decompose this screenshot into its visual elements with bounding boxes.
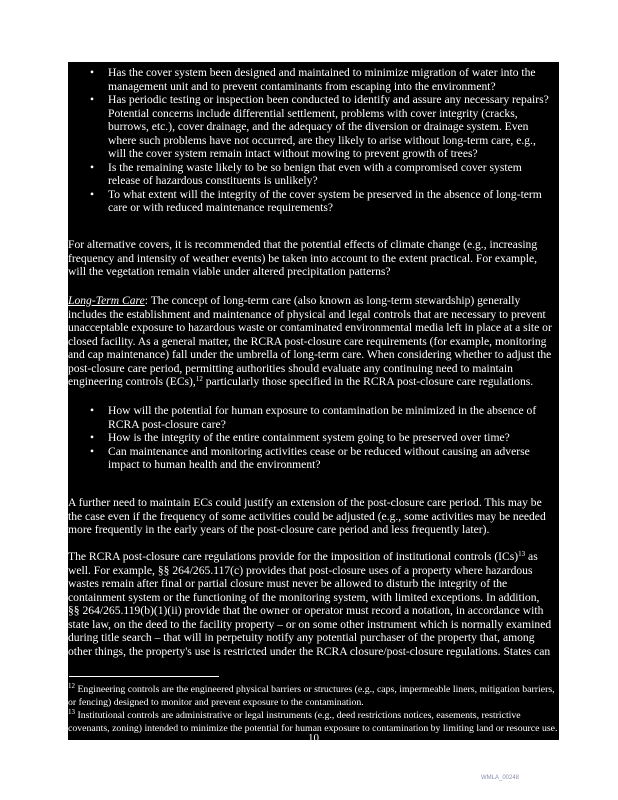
text: as xyxy=(525,550,538,563)
text-line: impact to human health and the environment? xyxy=(108,458,321,471)
text-line xyxy=(68,683,559,696)
paragraph-climate xyxy=(68,238,559,279)
footnote-divider xyxy=(69,676,219,677)
text-line: more frequently in the early years of the post-closure care period and less frequently later). xyxy=(68,523,490,536)
text: The RCRA post-closure care regulations provide for the imposition of institutional controls (ICs) xyxy=(68,550,519,563)
section-heading: Long-Term Care xyxy=(68,294,145,307)
text-line: To what extent will the integrity of the cover system be preserved in the absence of long-term xyxy=(108,187,542,201)
text-line: containment system or the functioning of the monitoring system, with limited exceptions. In addition, xyxy=(68,590,540,604)
footnotes xyxy=(68,683,559,735)
bullet-icon: • xyxy=(90,93,95,106)
text: engineering controls (ECs), xyxy=(68,375,196,388)
bullet-list-ltc-questions xyxy=(68,404,559,472)
text: Engineering controls are the engineered physical barriers or structures (e.g., caps, impermeable liners, mitigation barriers, xyxy=(77,684,555,695)
text: or fencing) designed to monitor and prevent exposure to the contamination. xyxy=(68,697,364,708)
bullet-icon: • xyxy=(90,404,95,417)
text-line: Can maintenance and monitoring activities cease or be reduced without causing an adverse xyxy=(108,444,530,458)
text: : The concept of long-term care (also known as long-term stewardship) generally xyxy=(144,294,521,307)
text: particularly those specified in the RCRA post-closure care regulations. xyxy=(202,375,534,388)
list-item xyxy=(68,93,559,161)
text-line: closed facility. As a general matter, the RCRA post-closure care requirements (for example, monitoring xyxy=(68,334,547,348)
text-line: frequency and intensity of weather events) be taken into account to the extent practical. For example, xyxy=(68,251,538,265)
bates-stamp: WMLA_00248 xyxy=(481,775,520,781)
paragraph-long-term-care xyxy=(68,294,559,389)
text-line: includes the establishment and maintenance of physical and legal controls that are necessary to prevent xyxy=(68,307,546,321)
text-line xyxy=(68,696,559,709)
text-line: where such problems have not occurred, are they likely to arise without long-term care, e.g., xyxy=(108,133,536,147)
text-line: Has the cover system been designed and maintained to minimize migration of water into the xyxy=(108,66,536,79)
text-line: Has periodic testing or inspection been conducted to identify and assure any necessary repairs? xyxy=(108,93,549,106)
list-item xyxy=(68,431,559,445)
text-line: care or with reduced maintenance requirements? xyxy=(108,201,333,214)
footnote-ref[interactable]: 12 xyxy=(195,375,203,383)
document-page xyxy=(68,62,559,744)
footnote-number: 12 xyxy=(68,682,75,690)
text-line: wastes remain after final or partial closure must never be allowed to disturb the integrity of the xyxy=(68,577,508,590)
text-line: release of hazardous constituents is unlikely? xyxy=(108,174,318,187)
text-line: §§ 264/265.119(b)(1)(ii) provide that the owner or operator must record a notation, in accordance with xyxy=(68,604,544,617)
text-line: during title search – that will in perpetuity notify any potential purchaser of the property that, among xyxy=(68,631,535,644)
text-line: For alternative covers, it is recommended that the potential effects of climate change (e.g., increasing xyxy=(68,238,538,251)
text: covenants, zoning) intended to minimize the potential for human exposure to contamination by limiting land or resource use. xyxy=(68,723,558,734)
text: Institutional controls are administrative or legal instruments (e.g., deed restrictions notices, easements, restrictive xyxy=(77,710,521,721)
bullet-icon: • xyxy=(90,187,95,201)
paragraph-ics xyxy=(68,550,559,658)
text-line: unacceptable exposure to hazardous waste or contaminated environmental media left in place at a site or xyxy=(68,321,552,334)
text-line: Is the remaining waste likely to be so benign that even with a compromised cover system xyxy=(108,160,522,174)
footnote xyxy=(68,683,559,709)
list-item xyxy=(68,188,559,215)
text-line: will the cover system remain intact without mowing to prevent growth of trees? xyxy=(108,147,478,160)
list-item xyxy=(68,445,559,472)
bullet-icon: • xyxy=(90,431,95,444)
text-line: the case even if the frequency of some activities could be adjusted (e.g., some activities may be needed xyxy=(68,509,546,523)
footnote-ref[interactable]: 13 xyxy=(518,550,526,558)
list-item xyxy=(68,161,559,188)
text-line: Potential concerns include differential settlement, problems with cover integrity (cracks, xyxy=(108,106,518,120)
paragraph-ecs xyxy=(68,496,559,537)
text-line: management unit and to prevent contaminants from escaping into the environment? xyxy=(108,79,496,93)
list-item xyxy=(68,404,559,431)
text-line: How is the integrity of the entire containment system going to be preserved over time? xyxy=(108,431,510,444)
text-line: A further need to maintain ECs could justify an extension of the post-closure care period. This may be xyxy=(68,496,542,509)
text-line: well. For example, §§ 264/265.117(c) provides that post-closure uses of a property where hazardous xyxy=(68,563,533,577)
text-line: burrows, etc.), cover drainage, and the adequacy of the diversion or drainage system. Even xyxy=(108,120,529,133)
page-number: 10 xyxy=(308,732,319,744)
footnote-number: 13 xyxy=(68,708,75,716)
bullet-icon: • xyxy=(90,160,95,174)
text-line: will the vegetation remain viable under altered precipitation patterns? xyxy=(68,265,391,278)
bullet-icon: • xyxy=(90,444,95,458)
text-line: RCRA post-closure care? xyxy=(108,417,226,431)
bullet-list-cover-questions xyxy=(68,66,559,215)
list-item xyxy=(68,66,559,93)
text-line: state law, on the deed to the facility property – or on some other instrument which is normally examined xyxy=(68,617,552,631)
text-line xyxy=(68,709,559,722)
text-line: other things, the property's use is restricted under the RCRA closure/post-closure regulations. States can xyxy=(68,644,551,658)
text-line: and cap maintenance) fall under the umbrella of long-term care. When considering whether to adjust the xyxy=(68,348,552,361)
text-line: post-closure care period, permitting authorities should evaluate any continuing need to maintain xyxy=(68,361,513,375)
text-line: How will the potential for human exposure to contamination be minimized in the absence of xyxy=(108,404,537,417)
bullet-icon: • xyxy=(90,66,95,79)
